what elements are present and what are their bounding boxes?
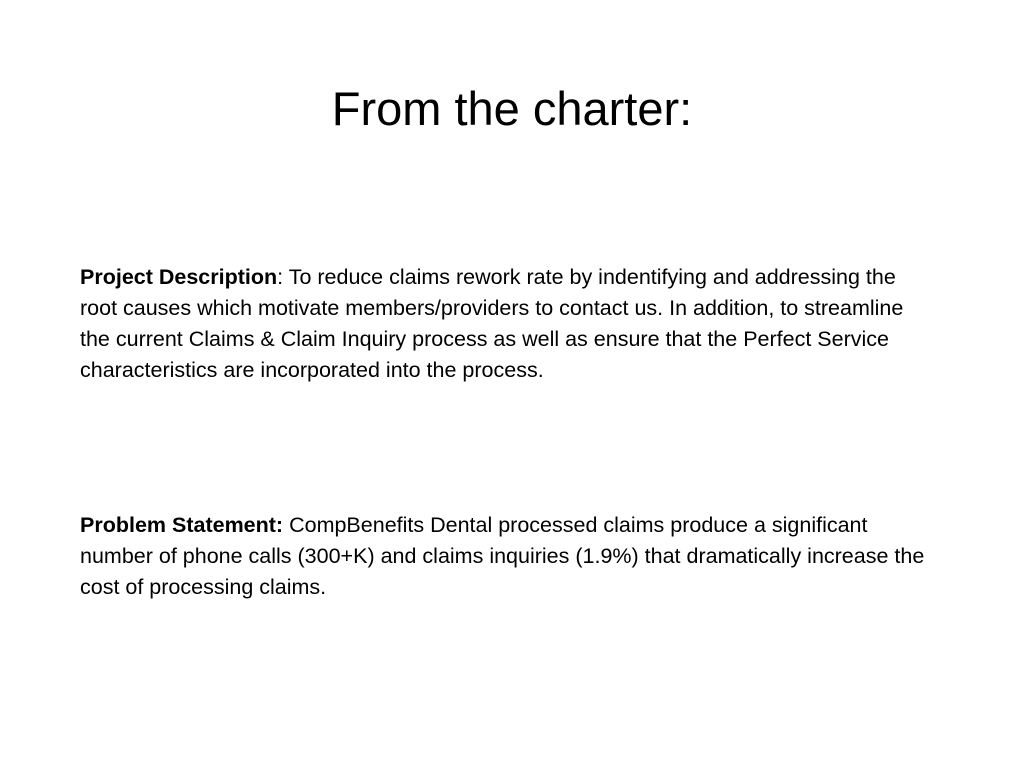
project-description-label: Project Description <box>80 265 278 289</box>
project-description-text: To reduce claims rework rate by indentifying and addressing the root causes which motivate members/providers to contact us. In addition, to streamline the current Claims & Claim Inquiry process as well as ensure that the Perfect Service characteristics are incorporated into the process. <box>80 265 904 382</box>
slide-title: From the charter: <box>331 82 693 135</box>
project-description-colon: : <box>277 265 284 289</box>
problem-statement-paragraph <box>80 510 930 603</box>
project-description-paragraph <box>80 262 930 386</box>
problem-statement-text: CompBenefits Dental processed claims produce a significant number of phone calls (300+K) and claims inquiries (1.9%) that dramatically increase the cost of processing claims. <box>80 513 925 599</box>
problem-statement-label: Problem Statement: <box>80 513 284 537</box>
